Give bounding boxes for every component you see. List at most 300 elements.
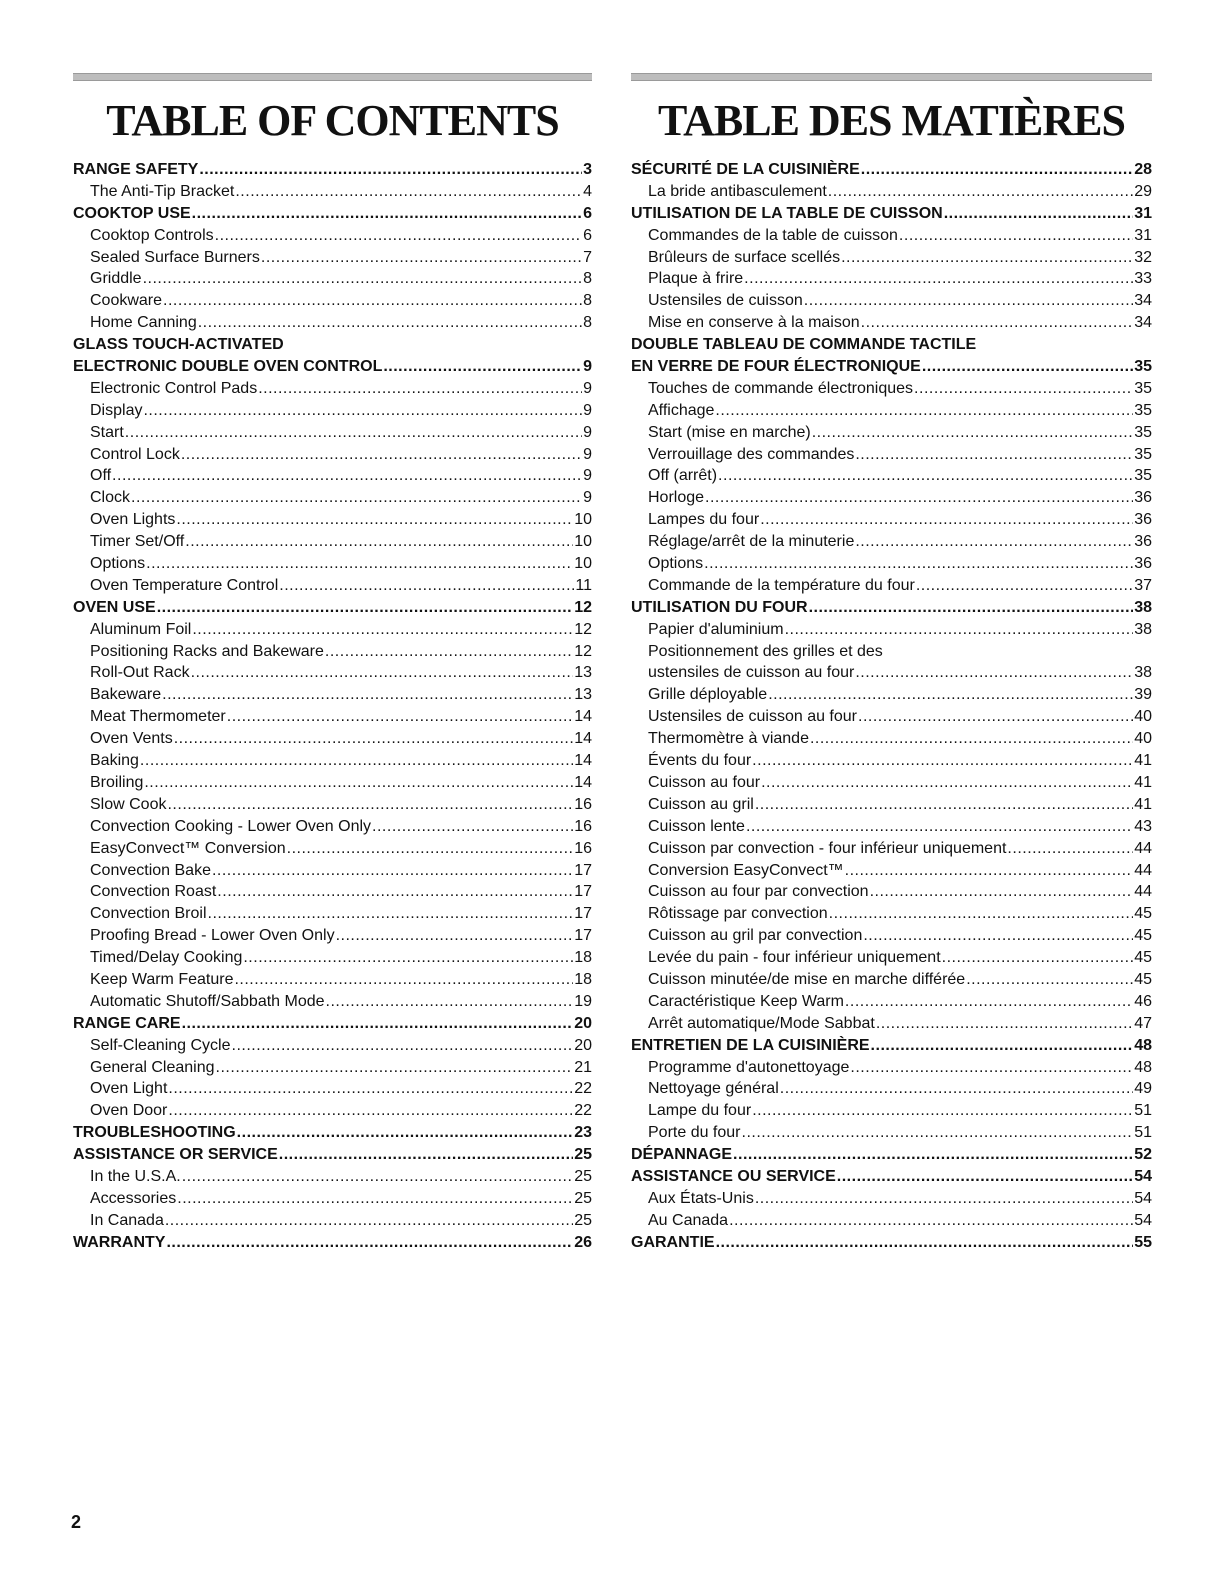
toc-list-french: [631, 159, 1152, 1254]
toc-entry-page: 51: [1134, 1102, 1152, 1120]
toc-dot-leader: [841, 247, 1133, 269]
toc-section-entry[interactable]: [631, 1166, 1152, 1188]
toc-subsection-entry[interactable]: [73, 378, 592, 400]
toc-dot-leader: [729, 1210, 1133, 1232]
toc-dot-leader: [237, 1122, 574, 1144]
toc-subsection-entry[interactable]: [73, 816, 592, 838]
toc-dot-leader: [804, 290, 1133, 312]
toc-entry-label: Thermomètre à viande: [648, 730, 809, 748]
toc-entry-page: 18: [574, 949, 592, 967]
toc-dot-leader: [146, 553, 573, 575]
toc-subsection-entry[interactable]: [631, 225, 1152, 247]
toc-entry-label: WARRANTY: [73, 1233, 166, 1251]
toc-subsection-entry[interactable]: [631, 991, 1152, 1013]
toc-dot-leader: [746, 816, 1133, 838]
toc-subsection-entry[interactable]: [73, 794, 592, 816]
toc-entry-page: 35: [1134, 379, 1152, 397]
toc-entry-label: Brûleurs de surface scellés: [648, 248, 841, 266]
toc-subsection-entry[interactable]: [631, 838, 1152, 860]
toc-entry-label: RANGE CARE: [73, 1014, 181, 1032]
toc-subsection-entry[interactable]: [631, 881, 1152, 903]
toc-dot-leader: [752, 750, 1133, 772]
toc-entry-label: UTILISATION DE LA TABLE DE CUISSON: [631, 204, 943, 222]
toc-section-entry[interactable]: [631, 1035, 1152, 1057]
toc-entry-page: 17: [574, 883, 592, 901]
toc-subsection-entry[interactable]: [631, 706, 1152, 728]
toc-subsection-entry[interactable]: [73, 1188, 592, 1210]
toc-section-entry[interactable]: [73, 1013, 592, 1035]
toc-entry-label: RANGE SAFETY: [73, 161, 199, 178]
toc-subsection-entry[interactable]: [73, 487, 592, 509]
toc-dot-leader: [858, 706, 1133, 728]
toc-entry-label: Baking: [90, 752, 139, 770]
toc-subsection-entry[interactable]: [631, 684, 1152, 706]
toc-dot-leader: [162, 684, 573, 706]
toc-entry-label: Clock: [90, 489, 131, 507]
toc-entry-label: Electronic Control Pads: [90, 379, 258, 397]
toc-entry-heading-line: GLASS TOUCH-ACTIVATED: [73, 336, 284, 354]
toc-subsection-entry[interactable]: [631, 465, 1152, 487]
toc-subsection-entry[interactable]: [631, 181, 1152, 203]
toc-entry-page: 33: [1134, 270, 1152, 288]
toc-entry-label: Bakeware: [90, 686, 162, 704]
toc-dot-leader: [191, 662, 574, 684]
toc-subsection-entry[interactable]: [631, 794, 1152, 816]
toc-entry-page: 40: [1134, 730, 1152, 748]
toc-subsection-entry[interactable]: [631, 422, 1152, 444]
toc-entry-label: Slow Cook: [90, 795, 167, 813]
toc-subsection-entry[interactable]: [73, 1100, 592, 1122]
toc-subsection-entry[interactable]: [73, 641, 592, 663]
toc-entry-page: 19: [574, 992, 592, 1010]
toc-entry-label: Cuisson par convection - four inférieur uniquement: [648, 839, 1007, 857]
toc-dot-leader: [212, 860, 573, 882]
toc-entry-page: 25: [574, 1146, 592, 1164]
toc-entry-label: Cuisson au four par convection: [648, 883, 869, 901]
toc-entry-page: 35: [1134, 358, 1152, 376]
toc-dot-leader: [755, 794, 1133, 816]
toc-entry-label: Oven Door: [90, 1102, 168, 1120]
toc-dot-leader: [845, 991, 1133, 1013]
toc-entry-page: 41: [1134, 773, 1152, 791]
toc-dot-leader: [876, 1013, 1133, 1035]
toc-dot-leader: [165, 1210, 573, 1232]
toc-subsection-entry[interactable]: [631, 903, 1152, 925]
toc-entry-label: Start: [90, 423, 124, 441]
toc-entry-label: Accessories: [90, 1189, 177, 1207]
toc-entry-label: Touches de commande électroniques: [648, 379, 914, 397]
toc-entry-page: 31: [1134, 204, 1152, 222]
toc-subsection-entry[interactable]: [73, 575, 592, 597]
toc-subsection-entry[interactable]: [73, 881, 592, 903]
toc-entry-page: 14: [574, 730, 592, 748]
toc-subsection-entry[interactable]: [631, 575, 1152, 597]
toc-entry-label: Commande de la température du four: [648, 576, 915, 594]
toc-entry-label: OVEN USE: [73, 598, 156, 616]
toc-subsection-entry[interactable]: [73, 1166, 592, 1188]
toc-section-entry[interactable]: [73, 159, 592, 181]
toc-entry-label: Cooktop Controls: [90, 226, 214, 244]
toc-subsection-entry[interactable]: [73, 312, 592, 334]
toc-entry-label: Horloge: [648, 489, 705, 507]
toc-entry-label: Convection Bake: [90, 861, 211, 879]
toc-subsection-entry[interactable]: [73, 925, 592, 947]
toc-entry-label: Home Canning: [90, 314, 197, 332]
toc-subsection-entry[interactable]: [73, 860, 592, 882]
toc-subsection-entry[interactable]: [73, 247, 592, 269]
toc-subsection-entry[interactable]: [73, 225, 592, 247]
toc-section-entry[interactable]: [631, 356, 1152, 378]
toc-subsection-entry[interactable]: [631, 268, 1152, 290]
toc-entry-page: 8: [583, 270, 592, 288]
toc-entry-label: Timed/Delay Cooking: [90, 949, 243, 967]
toc-entry-label: Proofing Bread - Lower Oven Only: [90, 927, 335, 945]
toc-subsection-entry[interactable]: [631, 860, 1152, 882]
toc-dot-leader: [325, 641, 573, 663]
toc-subsection-entry[interactable]: [73, 268, 592, 290]
toc-entry-page: 11: [575, 576, 592, 594]
toc-entry-label: Lampes du four: [648, 511, 760, 529]
toc-entry-label: In Canada: [90, 1211, 164, 1229]
toc-subsection-entry[interactable]: [73, 619, 592, 641]
toc-subsection-entry[interactable]: [631, 662, 1152, 684]
toc-dot-leader: [177, 1188, 573, 1210]
toc-subsection-entry[interactable]: [631, 312, 1152, 334]
toc-entry-label: Cuisson au gril: [648, 795, 754, 813]
toc-subsection-entry[interactable]: [73, 509, 592, 531]
toc-subsection-entry[interactable]: [631, 750, 1152, 772]
toc-subsection-entry[interactable]: [73, 531, 592, 553]
toc-subsection-entry[interactable]: [631, 947, 1152, 969]
toc-dot-leader: [871, 1035, 1134, 1057]
toc-subsection-entry[interactable]: [73, 400, 592, 422]
toc-subsection-entry[interactable]: [73, 1035, 592, 1057]
toc-entry-label: Rôtissage par convection: [648, 905, 828, 923]
toc-english-column: [73, 73, 592, 1254]
toc-entry-page: 47: [1134, 1014, 1152, 1032]
toc-entry-page: 26: [574, 1233, 592, 1251]
toc-entry-label: Ustensiles de cuisson: [648, 292, 803, 310]
toc-subsection-entry[interactable]: [73, 290, 592, 312]
toc-entry-page: 12: [574, 598, 592, 616]
toc-entry-page: 8: [583, 292, 592, 310]
toc-section-entry[interactable]: [631, 159, 1152, 181]
toc-entry-label: Aux États-Unis: [648, 1189, 754, 1207]
toc-subsection-entry[interactable]: [73, 838, 592, 860]
toc-dot-leader: [855, 444, 1133, 466]
toc-entry-label: Affichage: [648, 401, 715, 419]
toc-entry-label: Timer Set/Off: [90, 533, 185, 551]
toc-subsection-entry[interactable]: [73, 553, 592, 575]
toc-dot-leader: [372, 816, 573, 838]
toc-entry-page: 34: [1134, 314, 1152, 332]
toc-dot-leader: [157, 597, 574, 619]
toc-entry-page: 17: [574, 927, 592, 945]
toc-dot-leader: [942, 947, 1134, 969]
toc-entry-page: 46: [1134, 992, 1152, 1010]
toc-entry-page: 23: [574, 1124, 592, 1142]
toc-entry-page: 10: [574, 555, 592, 573]
toc-entry-page: 9: [583, 358, 592, 376]
toc-entry-page: 10: [574, 533, 592, 551]
toc-entry-label: Start (mise en marche): [648, 423, 811, 441]
toc-entry-page: 14: [574, 773, 592, 791]
toc-entry-label: Off: [90, 467, 112, 485]
toc-dot-leader: [287, 838, 574, 860]
toc-entry-label: Roll-Out Rack: [90, 664, 190, 682]
toc-dot-leader: [182, 1166, 573, 1188]
toc-entry-label: Commandes de la table de cuisson: [648, 226, 898, 244]
toc-dot-leader: [243, 947, 573, 969]
toc-entry-label: GARANTIE: [631, 1233, 715, 1251]
toc-entry-page: 48: [1134, 1058, 1152, 1076]
toc-subsection-entry[interactable]: [73, 706, 592, 728]
toc-entry-page: 44: [1134, 861, 1152, 879]
toc-subsection-entry[interactable]: [73, 903, 592, 925]
toc-dot-leader: [125, 422, 582, 444]
toc-dot-leader: [716, 1232, 1134, 1254]
toc-entry-label: Programme d'autonettoyage: [648, 1058, 850, 1076]
toc-dot-leader: [1007, 838, 1133, 860]
toc-dot-leader: [752, 1100, 1133, 1122]
toc-subsection-entry[interactable]: [73, 1078, 592, 1100]
toc-entry-label: Arrêt automatique/Mode Sabbat: [648, 1014, 875, 1032]
toc-section-entry[interactable]: [73, 203, 592, 225]
toc-entry-page: 38: [1134, 664, 1152, 682]
toc-entry-page: 44: [1134, 883, 1152, 901]
toc-entry-page: 13: [574, 664, 592, 682]
toc-subsection-entry[interactable]: [73, 684, 592, 706]
toc-entry-page: 54: [1134, 1167, 1152, 1185]
toc-entry-label: Oven Lights: [90, 511, 176, 529]
toc-subsection-entry[interactable]: [73, 1057, 592, 1079]
toc-dot-leader: [870, 881, 1134, 903]
toc-subsection-entry[interactable]: [73, 969, 592, 991]
toc-dot-leader: [192, 203, 582, 225]
toc-dot-leader: [744, 268, 1133, 290]
toc-section-entry[interactable]: [73, 1122, 592, 1144]
toc-dot-leader: [167, 794, 573, 816]
toc-entry-page: 34: [1134, 292, 1152, 310]
toc-entry-page: 36: [1134, 511, 1152, 529]
toc-entry-label: Grille déployable: [648, 686, 768, 704]
toc-entry-page: 16: [574, 795, 592, 813]
toc-dot-leader: [768, 684, 1133, 706]
toc-entry-label: Plaque à frire: [648, 270, 744, 288]
toc-subsection-entry[interactable]: [631, 487, 1152, 509]
toc-section-entry[interactable]: [631, 203, 1152, 225]
toc-section-entry[interactable]: [631, 597, 1152, 619]
toc-subsection-entry[interactable]: [73, 662, 592, 684]
toc-entry-page: 12: [574, 642, 592, 660]
toc-entry-label: Sealed Surface Burners: [90, 248, 260, 266]
toc-subsection-entry[interactable]: [631, 290, 1152, 312]
toc-entry-label: Convection Roast: [90, 883, 217, 901]
toc-section-entry[interactable]: [73, 597, 592, 619]
toc-subsection-entry[interactable]: [631, 378, 1152, 400]
toc-subsection-entry[interactable]: [631, 816, 1152, 838]
toc-dot-leader: [185, 531, 573, 553]
toc-subsection-entry[interactable]: [631, 444, 1152, 466]
toc-entry-page: 25: [574, 1167, 592, 1185]
toc-dot-leader: [198, 312, 582, 334]
toc-list-english: [73, 159, 592, 1254]
toc-subsection-entry[interactable]: [631, 1210, 1152, 1232]
toc-subsection-entry[interactable]: [73, 991, 592, 1013]
toc-subsection-entry[interactable]: [631, 1122, 1152, 1144]
toc-entry-page: 8: [583, 314, 592, 332]
toc-subsection-entry[interactable]: [631, 247, 1152, 269]
toc-entry-label: Oven Temperature Control: [90, 576, 279, 594]
toc-dot-leader: [809, 597, 1134, 619]
toc-dot-leader: [785, 619, 1134, 641]
toc-entry-label: In the U.S.A.: [90, 1167, 181, 1185]
toc-entry-page: 35: [1134, 467, 1152, 485]
toc-entry-page: 21: [574, 1058, 592, 1076]
toc-entry-label: ENTRETIEN DE LA CUISINIÈRE: [631, 1036, 870, 1054]
toc-entry-label: Aluminum Foil: [90, 620, 192, 638]
toc-dot-leader: [261, 247, 582, 269]
toc-subsection-entry[interactable]: [631, 728, 1152, 750]
toc-dot-leader: [850, 1057, 1133, 1079]
toc-entry-label: ELECTRONIC DOUBLE OVEN CONTROL: [73, 358, 383, 376]
toc-dot-leader: [855, 662, 1133, 684]
toc-subsection-entry[interactable]: [631, 531, 1152, 553]
toc-section-entry[interactable]: [73, 1144, 592, 1166]
toc-dot-leader: [810, 728, 1133, 750]
toc-dot-leader: [208, 903, 574, 925]
toc-entry-label: Griddle: [90, 270, 142, 288]
toc-entry-page: 31: [1134, 226, 1152, 244]
toc-dot-leader: [232, 1035, 574, 1057]
toc-title-french: TABLE DES MATIÈRES: [658, 96, 1125, 145]
toc-subsection-entry[interactable]: [631, 509, 1152, 531]
toc-entry-page: 9: [583, 423, 592, 441]
toc-entry-page: 10: [574, 511, 592, 529]
toc-subsection-entry[interactable]: [73, 444, 592, 466]
toc-entry-page: 45: [1134, 970, 1152, 988]
toc-entry-label: La bride antibasculement: [648, 182, 827, 200]
toc-dot-leader: [163, 290, 582, 312]
toc-entry-page: 49: [1134, 1080, 1152, 1098]
toc-section-entry[interactable]: [631, 1232, 1152, 1254]
toc-entry-page: 18: [574, 970, 592, 988]
toc-section-entry[interactable]: [73, 1232, 592, 1254]
toc-subsection-entry[interactable]: [73, 728, 592, 750]
toc-entry-label: Cuisson au gril par convection: [648, 927, 863, 945]
toc-entry-page: 45: [1134, 949, 1152, 967]
toc-subsection-entry[interactable]: [73, 1210, 592, 1232]
toc-subsection-entry[interactable]: [631, 1100, 1152, 1122]
toc-entry-label: Ustensiles de cuisson au four: [648, 708, 857, 726]
toc-dot-leader: [182, 1013, 574, 1035]
toc-french-column: [631, 73, 1152, 1254]
toc-entry-page: 6: [583, 226, 592, 244]
toc-dot-leader: [234, 969, 573, 991]
toc-subsection-entry[interactable]: [631, 925, 1152, 947]
toc-title-english: TABLE OF CONTENTS: [106, 96, 559, 145]
toc-entry-page: 22: [574, 1080, 592, 1098]
toc-entry-page: 16: [574, 817, 592, 835]
toc-entry-label: Automatic Shutoff/Sabbath Mode: [90, 992, 325, 1010]
toc-entry-label: Convection Cooking - Lower Oven Only: [90, 817, 372, 835]
toc-entry-label: Convection Broil: [90, 905, 207, 923]
toc-dot-leader: [279, 575, 574, 597]
toc-entry-page: 25: [574, 1211, 592, 1229]
toc-dot-leader: [899, 225, 1133, 247]
header-rule: [73, 73, 592, 81]
toc-entry-page: 25: [574, 1189, 592, 1207]
toc-dot-leader: [227, 706, 573, 728]
toc-subsection-entry[interactable]: [631, 619, 1152, 641]
toc-entry-page: 41: [1134, 795, 1152, 813]
toc-entry-page: 14: [574, 752, 592, 770]
toc-entry-label: Cuisson minutée/de mise en marche différée: [648, 970, 966, 988]
toc-entry-page: 9: [583, 467, 592, 485]
toc-subsection-entry[interactable]: [631, 969, 1152, 991]
toc-entry-page: 41: [1134, 752, 1152, 770]
toc-section-entry[interactable]: [73, 356, 592, 378]
toc-subsection-entry[interactable]: [631, 1078, 1152, 1100]
toc-entry-page: 35: [1134, 445, 1152, 463]
toc-subsection-entry[interactable]: [631, 553, 1152, 575]
toc-entry-page: 38: [1134, 598, 1152, 616]
toc-dot-leader: [143, 400, 582, 422]
toc-entry-label: Verrouillage des commandes: [648, 445, 855, 463]
toc-dot-leader: [143, 268, 583, 290]
toc-entry-label: EN VERRE DE FOUR ÉLECTRONIQUE: [631, 358, 921, 376]
toc-subsection-entry[interactable]: [73, 422, 592, 444]
toc-entry-label: Oven Vents: [90, 730, 173, 748]
toc-entry-page: 55: [1134, 1233, 1152, 1251]
toc-entry-page: 35: [1134, 401, 1152, 419]
toc-dot-leader: [966, 969, 1133, 991]
toc-subsection-entry[interactable]: [631, 772, 1152, 794]
toc-subsection-entry[interactable]: [631, 1013, 1152, 1035]
toc-subsection-entry[interactable]: [631, 1188, 1152, 1210]
toc-entry-page: 37: [1134, 576, 1152, 594]
toc-entry-page: 52: [1134, 1146, 1152, 1164]
toc-entry-label: Nettoyage général: [648, 1080, 779, 1098]
toc-dot-leader: [258, 378, 582, 400]
toc-dot-leader: [863, 925, 1133, 947]
toc-subsection-entry[interactable]: [631, 400, 1152, 422]
toc-dot-leader: [704, 553, 1133, 575]
toc-entry-page: 38: [1134, 620, 1152, 638]
toc-entry-label: ASSISTANCE OU SERVICE: [631, 1167, 836, 1185]
toc-subsection-entry[interactable]: [73, 772, 592, 794]
toc-entry-page: 51: [1134, 1124, 1152, 1142]
toc-subsection-entry[interactable]: [73, 750, 592, 772]
toc-entry-page: 7: [583, 248, 592, 266]
toc-entry-label: Options: [648, 555, 704, 573]
toc-subsection-entry[interactable]: [73, 181, 592, 203]
toc-dot-leader: [217, 881, 573, 903]
toc-section-entry[interactable]: [631, 1144, 1152, 1166]
toc-subsection-entry[interactable]: [631, 1057, 1152, 1079]
toc-subsection-entry[interactable]: [73, 947, 592, 969]
toc-dot-leader: [812, 422, 1133, 444]
toc-entry-page: 29: [1134, 182, 1152, 200]
toc-entry-label: COOKTOP USE: [73, 204, 191, 222]
toc-entry-heading-line: Positionnement des grilles et des: [648, 642, 883, 660]
toc-dot-leader: [755, 1188, 1133, 1210]
toc-dot-leader: [112, 465, 582, 487]
toc-dot-leader: [780, 1078, 1133, 1100]
toc-subsection-entry[interactable]: [73, 465, 592, 487]
toc-entry-page: 14: [574, 708, 592, 726]
toc-dot-leader: [922, 356, 1133, 378]
